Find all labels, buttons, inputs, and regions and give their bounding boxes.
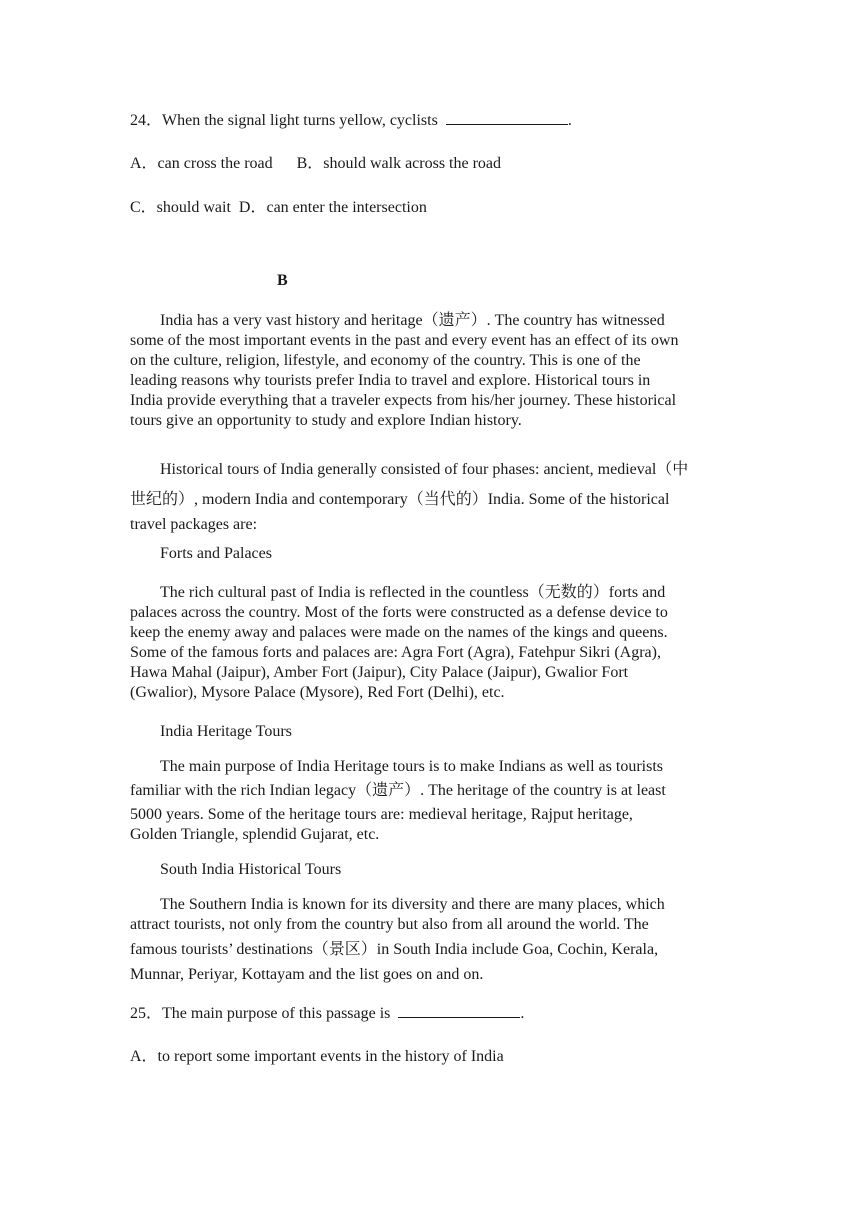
question-24-text: 24．When the signal light turns yellow, cyclists (130, 112, 438, 129)
subheading-forts: Forts and Palaces (160, 545, 272, 562)
paragraph-forts (130, 583, 730, 703)
text-line: palaces across the country. Most of the forts were constructed as a defense device to (130, 604, 668, 621)
question-25-text: 25．The main purpose of this passage is (130, 1005, 391, 1022)
question-24-options-cd (130, 198, 427, 218)
text-line: Golden Triangle, splendid Gujarat, etc. (130, 826, 380, 843)
text-line: (Gwalior), Mysore Palace (Mysore), Red Fort (Delhi), etc. (130, 684, 505, 701)
paragraph-south (130, 895, 730, 985)
text-line: attract tourists, not only from the country but also from all around the world. The (130, 916, 649, 933)
text-line: famous tourists’ destinations（景区）in South India include Goa, Cochin, Kerala, (130, 941, 659, 958)
text-line: 世纪的）, modern India and contemporary（当代的）India. Some of the historical (130, 491, 670, 508)
text-line: The main purpose of India Heritage tours is to make Indians as well as tourists (160, 758, 663, 775)
text-line: The rich cultural past of India is reflected in the countless（无数的）forts and (160, 584, 666, 601)
option-a: A．can cross the road (130, 155, 273, 172)
text-line: Some of the famous forts and palaces are: Agra Fort (Agra), Fatehpur Sikri (Agra), (130, 644, 661, 661)
text-line: Hawa Mahal (Jaipur), Amber Fort (Jaipur), City Palace (Jaipur), Gwalior Fort (130, 664, 629, 681)
question-25-option-a: A．to report some important events in the history of India (130, 1048, 504, 1065)
text-line: keep the enemy away and palaces were made on the names of the kings and queens. (130, 624, 668, 641)
text-line: The Southern India is known for its diversity and there are many places, which (160, 896, 665, 913)
text-line: Historical tours of India generally consisted of four phases: ancient, medieval（中 (160, 461, 689, 478)
question-24-stem (130, 110, 572, 131)
question-25-end: . (520, 1005, 525, 1022)
answer-blank (446, 110, 568, 125)
paragraph-intro (130, 311, 730, 431)
text-line: familiar with the rich Indian legacy（遗产）. The heritage of the country is at least (130, 782, 666, 799)
question-24-end: . (567, 112, 572, 129)
option-d: D．can enter the intersection (238, 199, 427, 216)
text-line: leading reasons why tourists prefer India to travel and explore. Historical tours in (130, 372, 651, 389)
subheading-heritage: India Heritage Tours (160, 723, 292, 740)
paragraph-phases (130, 455, 730, 535)
option-b: B．should walk across the road (296, 155, 502, 172)
text-line: 5000 years. Some of the heritage tours are: medieval heritage, Rajput heritage, (130, 806, 633, 823)
text-line: travel packages are: (130, 516, 258, 533)
text-line: on the culture, religion, lifestyle, and economy of the country. This is one of the (130, 352, 641, 369)
question-24-options-ab (130, 154, 501, 174)
answer-blank (398, 1003, 520, 1018)
text-line: India provide everything that a traveler expects from his/her journey. These historical (130, 392, 677, 409)
text-line: Munnar, Periyar, Kottayam and the list goes on and on. (130, 966, 484, 983)
section-b-title: B (277, 272, 288, 289)
text-line: India has a very vast history and heritage（遗产）. The country has witnessed (160, 312, 665, 329)
text-line: tours give an opportunity to study and explore Indian history. (130, 412, 522, 429)
paragraph-heritage (130, 757, 730, 845)
subheading-south: South India Historical Tours (160, 861, 342, 878)
question-25-stem (130, 1003, 524, 1024)
option-c: C．should wait (130, 199, 231, 216)
text-line: some of the most important events in the past and every event has an effect of its own (130, 332, 679, 349)
